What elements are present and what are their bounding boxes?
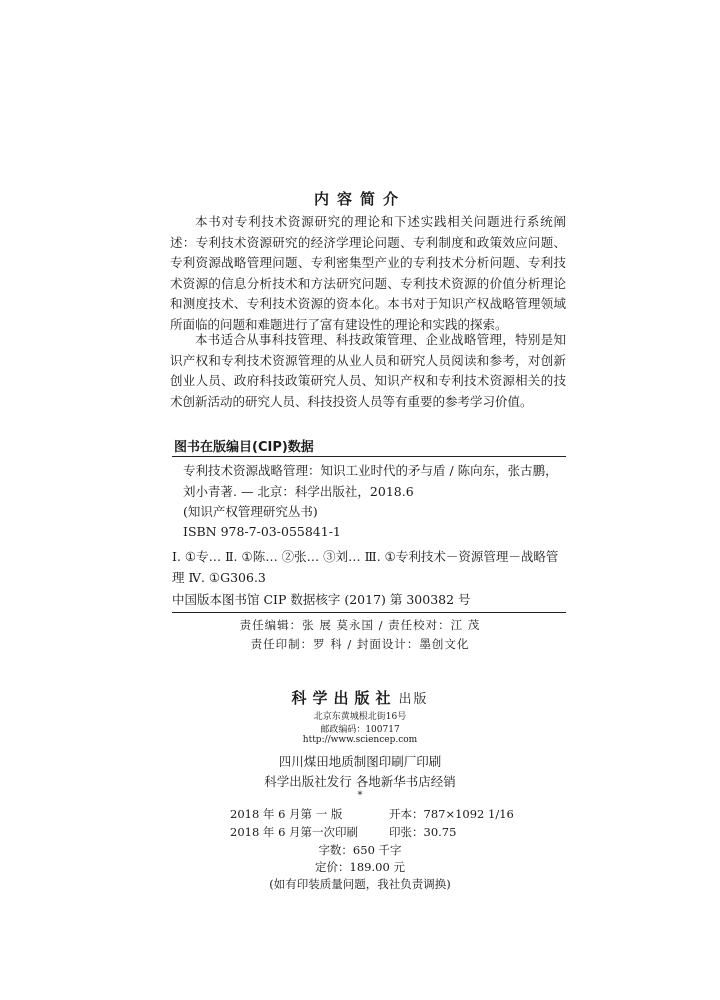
format: 开本：787×1092 1/16 [389, 807, 514, 821]
word-count: 字数：650 千字 [318, 843, 402, 857]
publisher-suffix: 出版 [398, 692, 429, 707]
publisher-website: http://www.sciencep.com [302, 735, 418, 745]
cip-bottom-rule [172, 612, 566, 613]
distribution: 科学出版社发行 各地新华书店经销 [264, 774, 456, 789]
publisher-logo-name: 科学出版社 [291, 689, 397, 707]
edition-date: 2018 年 6 月第 一 版 [230, 807, 343, 821]
price: 定价：189.00 元 [315, 860, 405, 874]
cip-entry: 专利技术资源战略管理：知识工业时代的矛与盾 / 陈向东，张古鹏，刘小青著. — 北京：科学出版社，2018.6 [183, 463, 558, 499]
sheets: 印张：30.75 [389, 825, 457, 839]
cip-classification: Ⅰ. ①专… Ⅱ. ①陈… ②张… ③刘… Ⅲ. ①专利技术－资源管理－战略管理 Ⅳ. ①G306.3 [172, 549, 559, 585]
printer: 四川煤田地质制图印刷厂印刷 [278, 754, 442, 769]
publisher-postcode: 邮政编码：100717 [320, 725, 400, 735]
print-date: 2018 年 6 月第一次印刷 [230, 825, 359, 839]
intro-paragraph-1: 本书对专利技术资源研究的理论和下述实践相关问题进行系统阐述：专利技术资源研究的经济学理论问题、专利制度和政策效应问题、专利资源战略管理问题、专利密集型产业的专利技术分析问题、专利技术资源的信息分析技术和方法研究问题、专利技术资源的价值分析理论和测度技术、专利技术资源的资本化。本书对于知识产权战略管理领域所面临的问题和难题进行了富有建设性的理论和实践的探索。 [170, 214, 566, 332]
intro-paragraph-2: 本书适合从事科技管理、科技政策管理、企业战略管理，特别是知识产权和专利技术资源管理的从业人员和研究人员阅读和参考，对创新创业人员、政府科技政策研究人员、知识产权和专利技术资源相关的技术创新活动的研究人员、科技投资人员等有重要的参考学习价值。 [170, 332, 566, 409]
star-separator: * [357, 790, 363, 801]
printing-row [0, 824, 720, 840]
cip-data-number: 中国版本图书馆 CIP 数据核字 (2017) 第 300382 号 [172, 592, 471, 607]
credits-production: 责任印制：罗 科 / 封面设计：墨创文化 [250, 637, 470, 651]
publisher-name [0, 687, 720, 708]
cip-series: (知识产权管理研究丛书) [183, 504, 318, 519]
cip-top-rule [172, 456, 566, 457]
quality-note: (如有印装质量问题，我社负责调换) [269, 877, 451, 891]
cip-isbn: ISBN 978-7-03-055841-1 [183, 524, 341, 539]
cip-heading: 图书在版编目(CIP)数据 [174, 440, 314, 455]
intro-title: 内容简介 [313, 190, 406, 208]
edition-row [0, 806, 720, 822]
publisher-address: 北京东黄城根北街16号 [313, 712, 407, 722]
credits-editors: 责任编辑：张 展 莫永国 / 责任校对：江 茂 [239, 618, 481, 632]
